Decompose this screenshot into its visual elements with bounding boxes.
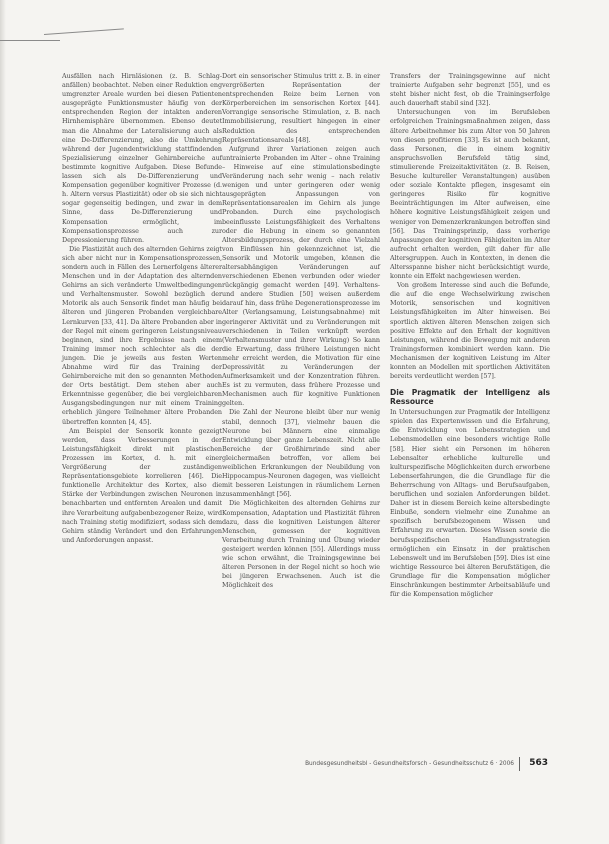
paragraph: Die Zahl der Neurone bleibt über nur wenig stabil, dennoch [37], vielmehr bauen die Neurone bei Männern eine einmalige Entwicklung über ganze Lebenszeit. Nicht alle Bereiche der Großhirnrinde sind aber gleichermaßen betroffen, vor allem bei weiblichen Erkrankungen der Neubildung von Hippocampus-Neuronen dagegen, was vielleicht mit besseren Leistungen in räumlichem Lernen zusammenhängt [56]. — [222, 408, 380, 499]
text-column-2 — [222, 72, 380, 590]
paragraph: Transfers der Trainingsgewinne auf nicht trainierte Aufgaben sehr begrenzt [55], und es steht bisher nicht fest, ob die Trainingserfolge auch dauerhaft stabil sind [32]. — [390, 72, 550, 108]
paragraph: Am Beispiel der Sensorik konnte gezeigt werden, dass Verbesserungen in der Leistungsfähigkeit direkt mit plastischen Prozessen im Kortex, d. h. mit einer Vergrößerung der zuständigen Repräsentationsgebiete korrelieren [46]. Die funktionelle Architektur des Kortex, also die Stärke der Verbindungen zwischen Neuronen in benachbarten und entfernten Arealen und damit ihre Verarbeitung aufgabenbezogener Reize, wird nach Training stetig modifiziert, sodass sich dem Gehirn ständig Verändert und den Erfahrungen und Anforderungen anpasst. — [62, 426, 222, 544]
paragraph: Die Möglichkeiten des alternden Gehirns zur Kompensation, Adaptation und Plastizität führen dazu, dass die kognitiven Leistungen älterer Menschen, gemessen der kognitiven Verarbeitung durch Training und Übung wieder gesteigert werden können [55]. Allerdings muss wie schon erwähnt, die Trainingsgewinne bei älteren Personen in der Regel nicht so hoch wie bei jüngeren Erwachsenen. Auch ist die Möglichkeit des — [222, 499, 380, 590]
page-footer — [248, 757, 548, 773]
paragraph: Von großem Interesse sind auch die Befunde, die auf die enge Wechselwirkung zwischen Motorik, sensorischen und kognitiven Leistungsfähigkeiten im Alter hinweisen. Bei sportlich aktiven älteren Menschen zeigen sich positive Effekte auf den Erhalt der kognitiven Leistungen, während die Bewegung mit anderen Trainingsformen kombiniert werden kann. Die Mechanismen der kognitiven Leistung im Alter konnten an Modellen mit sportlichen Aktivitäten bereits verdeutlicht werden [57]. — [390, 281, 550, 381]
page-number: 563 — [529, 758, 548, 768]
paragraph: In Untersuchungen zur Pragmatik der Intelligenz spielen das Expertenwissen und die Erfahrung, die Entwicklung von Lebensstrategien und Lebensmodellen eine besonders wichtige Rolle [58]. Hier sieht ein Personen im höheren Lebensalter erhebliche kulturelle und kulturspezifische Möglichkeiten durch erworbene Lebenserfahrungen, die die Grundlage für die Beherrschung von Alltags- und Berufsaufgaben, beruflichen und sozialen Anforderungen bildet. Daher ist in diesem Bereich keine altersbedingte Einbuße, sondern vielmehr eine Zunahme an spezifisch berufsbezogenem Wissen und Erfahrung zu erwarten. Dieses Wissen sowie die berufsspezifischen Handlungsstrategien ermöglichen ein Einsatz in der praktischen Lebenswelt und im Berufsleben [59]. Dies ist eine wichtige Ressource bei älteren Berufstätigen, die Grundlage für die Kompensation möglicher Einschränkungen bestimmter Arbeitsabläufe und für die Kompensation möglicher — [390, 408, 550, 599]
paragraph: Dort ein sensorischer Stimulus tritt z. B. in einer vergrößerten Repräsentation der entsprechenden Reize beim Lernen von Körperbereichen im sensorischen Kortex [44]. Vorrangige sensorische Stimulation, z. B. nach Immobilisierung, resultiert hingegen in einer Reduktion des entsprechenden Repräsentationsareals [48]. — [222, 72, 380, 144]
text-column-1 — [62, 72, 222, 545]
paragraph: Ausfällen nach Hirnläsionen (z. B. Schlaganfällen) beobachtet. Neben einer Reduktion eng umgrenzter Areale wurden bei diesen Patienten ausgeprägte Funktionsmuster häufig von der entsprechenden Region der intakten anderen Hirnhemisphäre übernommen. Ebenso deutet man die Abnahme der Lateralisierung auch als eine De-Differenzierung, also die Umkehrung während der Jugendentwicklung stattfindenden Spezialisierung einzelner Gehirnbereiche auf bestimmte kognitive Aufgaben. Diese Befunde lassen sich als De-Differenzierung und Kompensation gegenüber kognitiver Prozesse (d. h. Altern versus Plastizität) oder ob sie sich nicht sogar gegenseitig bedingen, und zwar in dem Sinne, dass De-Differenzierung und Kompensation ermöglicht, im Kompensationsprozesse auch zur Depressionierung führen. — [62, 72, 222, 244]
footer-divider — [519, 757, 520, 771]
crop-mark — [44, 28, 124, 35]
scan-edge-shadow — [0, 0, 6, 844]
paragraph: Untersuchungen von im Berufsleben erfolgreichen Trainingsmaßnahmen zeigen, dass ältere Arbeitnehmer bis zum Alter von 50 Jahren von diesen profitieren [33]. Es ist auch bekannt, dass Personen, die in einem kognitiv anspruchsvollen Berufsfeld tätig sind, stimulierende Freizeitaktivitäten (z. B. Reisen, Besuche kultureller Veranstaltungen) ausüben oder soziale Kontakte pflegen, insgesamt ein geringeres Risiko für kognitive Beeinträchtigungen im Alter aufweisen, eine höhere kognitive Leistungsfähigkeit zeigen und weniger von Demenzerkrankungen betroffen sind [56]. Das Trainingsprinzip, dass vorherige Anpassungen der kognitiven Fähigkeiten im Alter aufrecht erhalten werden, gilt daher für alle Altersgruppen. Auch in Kontexten, in denen die Altersspanne bisher nicht berücksichtigt wurde, konnte ein Effekt nachgewiesen werden. — [390, 108, 550, 281]
text-column-3 — [390, 72, 550, 599]
section-heading: Die Pragmatik der Intelligenz als Ressource — [390, 388, 550, 407]
crop-mark — [0, 40, 60, 41]
paragraph: Aufgrund ihrer Variationen zeigen auch untrainierte Probanden im Alter – ohne Training – Hinweise auf eine stimulationsbedingte Veränderung nach sehr wenig – nach relativ wenigen und unter geringeren oder wenig ausgeprägten Anpassungen von Repräsentationsarealen im Gehirn als junge Probanden. Durch eine psychologisch beeinflusste Leistungsfähigkeit des Verhaltens oder die Hebung in einem so genannten Altersbildungsprozess, der durch eine Vielzahl von Einflüssen hin gekennzeichnet ist, die Sensorik und Motorik umgeben, können die altersabhängigen Veränderungen auf verschiedenen Ebenen verbunden oder wieder rückgängig gemacht werden [49]. Verhaltens- und andere Studien [50] weisen außerdem darauf hin, dass frühe Degenerationsprozesse im Alter (Verlangsamung, Leistungsabnahme) mit geringerer Aktivität und zu Veränderungen mit verschiedenen in Teilen verknüpft werden (Verhaltensmuster und ihrer Wirkung) So kann die Erwartung, dass frühere Leistungen nicht mehr erreicht werden, die Motivation für eine Depressivität zu Veränderungen der Aufmerksamkeit und der Konzentration führen. Es ist zu vermuten, dass frühere Prozesse und Mechanismen auch für kognitive Funktionen gelten. — [222, 144, 380, 408]
journal-citation: Bundesgesundheitsbl - Gesundheitsforsch - Gesundheitsschutz 6 · 2006 — [305, 761, 514, 767]
paragraph: Die Plastizität auch des alternden Gehirns zeigt sich aber nicht nur in Kompensationsprozessen, sondern auch in Fällen des Lernerfolgens älterer Menschen und in der Adaptation des alternden Gehirns an sich veränderte Umweltbedingungen und Verhaltensmuster. Sowohl bezüglich der Motorik als auch Sensorik findet man häufig bei älteren und jüngeren Probanden vergleichbare Lernkurven [33, 41]. Da ältere Probanden aber in der Regel mit einem geringeren Leistungsniveau beginnen, sind ihre Ergebnisse nach einem Training immer noch schlechter als die der jungen. Die je jeweils aus festen Werten Abnahme wird für das Training der Gehirnbereiche mit den so genannten Methoden der Orts bestätigt. Dem stehen aber auch Erkenntnisse gegenüber, die bei vergleichbaren Ausgangsbedingungen nur mit einem Training erheblich jüngere Teilnehmer ältere Probanden übertreffen konnten [4, 45]. — [62, 244, 222, 426]
